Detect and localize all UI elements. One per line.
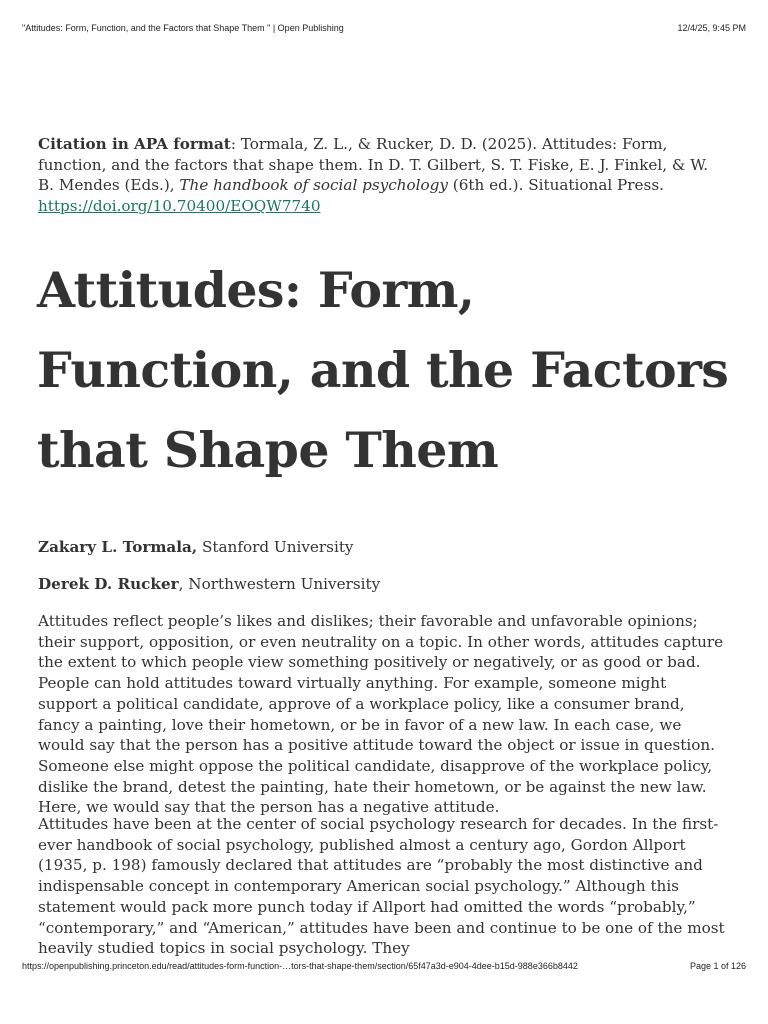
author-2 — [38, 574, 380, 594]
print-header-datetime: 12/4/25, 9:45 PM — [677, 23, 746, 33]
body-paragraph: Attitudes reflect people’s likes and dislikes; their favorable and unfavorable opinions; their support, opposition, or even neutrality on a topic. In other words, attitudes capture the extent to which people view something positively or negatively, or as good or bad. People can hold attitudes toward virtually anything. For example, someone might support a political candidate, approve of a workplace policy, like a consumer brand, fancy a painting, love their hometown, or be in favor of a new law. In each case, we would say that the person has a positive attitude toward the object or issue in question. Someone else might oppose the political candidate, disapprove of the workplace policy, dislike the brand, detest the painting, hate their hometown, or be against the new law. Here, we would say that the person has a negative attitude. — [38, 612, 724, 817]
print-header — [22, 23, 746, 33]
page-title: Attitudes: Form, Function, and the Factors that Shape Them — [37, 261, 729, 479]
body-paragraph: Attitudes have been at the center of social psychology research for decades. In the first-ever handbook of social psychology, published almost a century ago, Gordon Allport (1935, p. 198) famously declared that attitudes are “probably the most distinctive and indispensable concept in contemporary American social psychology.” Although this statement would pack more punch today if Allport had omitted the words “probably,” “contemporary,” and “American,” attitudes have been and continue to be one of the most heavily studied topics in social psychology. They — [38, 815, 725, 958]
apa-citation — [38, 134, 728, 217]
doi-link[interactable]: https://doi.org/10.70400/EOQW7740 — [38, 197, 321, 216]
print-header-title: "Attitudes: Form, Function, and the Factors that Shape Them " | Open Publishing — [22, 23, 344, 33]
print-footer — [22, 961, 746, 971]
author-name: Zakary L. Tormala, — [38, 538, 198, 556]
page-number: Page 1 of 126 — [689, 961, 746, 971]
author-affiliation: Stanford University — [197, 538, 354, 556]
author-name: Derek D. Rucker — [38, 575, 179, 593]
citation-text: : Tormala, Z. L., & Rucker, D. D. (2025). Attitudes: Form, function, and the factors that shape them. In D. T. Gilbert, S. T. Fiske, E. J. Finkel, & W. B. Mendes (Eds.), — [38, 135, 709, 195]
author-affiliation: , Northwestern University — [178, 575, 381, 593]
print-footer-url: https://openpublishing.princeton.edu/read/attitudes-form-function-…tors-that-shape-them/section/65f47a3d-e904-4dee-b15d-988e366b8442 — [22, 961, 578, 971]
author-1 — [38, 537, 354, 557]
citation-label: Citation in APA format — [38, 135, 231, 153]
citation-edition: (6th ed.). Situational Press. — [447, 176, 664, 195]
citation-book-title: The handbook of social psychology — [179, 176, 448, 195]
